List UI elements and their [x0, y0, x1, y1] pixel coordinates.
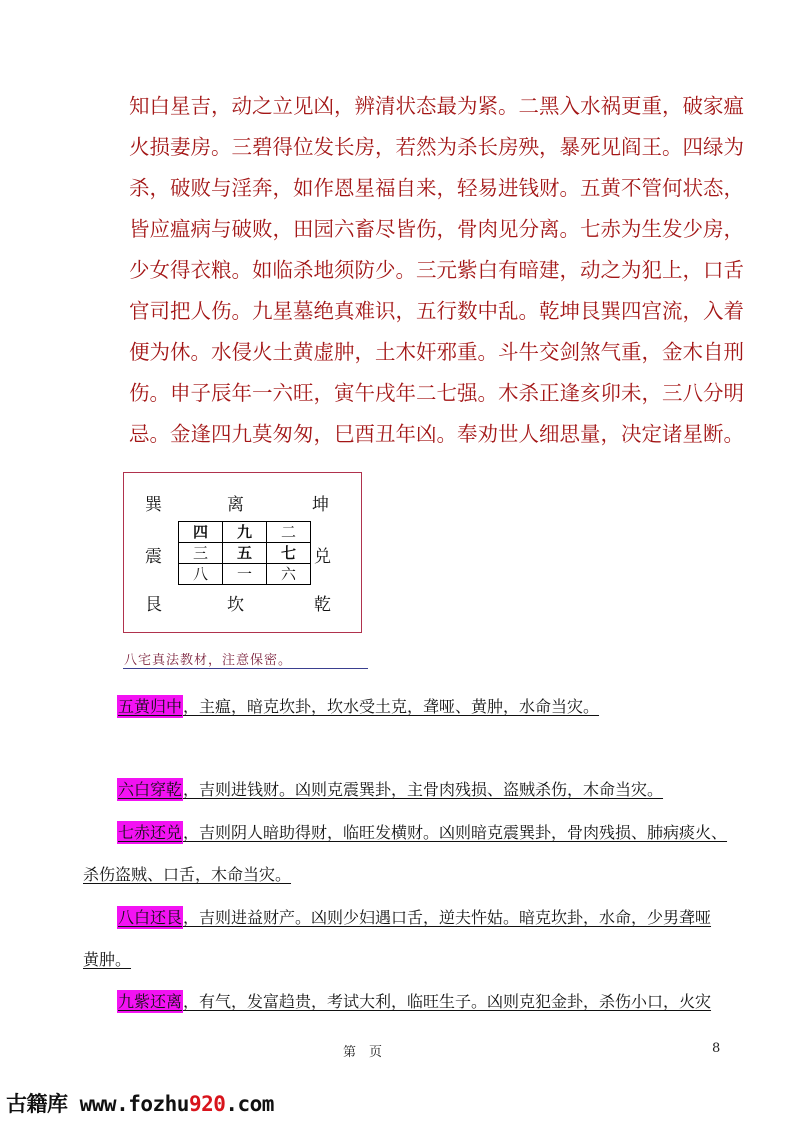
- star-cell: 五: [223, 543, 267, 564]
- star-cell: 六: [267, 564, 311, 585]
- highlight-term: 七赤还兑: [118, 823, 183, 842]
- gua-kan: 坎: [227, 595, 244, 615]
- diagram-caption: 八宅真法教材，注意保密。: [124, 653, 293, 668]
- gua-qian: 乾: [314, 595, 331, 615]
- paragraph-babai: [117, 908, 711, 928]
- poem-line: 少女得衣粮。如临杀地须防少。三元紫白有暗建，动之为犯上，口舌: [129, 258, 744, 282]
- watermark-suffix: .com: [225, 1092, 274, 1116]
- star-cell: 九: [223, 522, 267, 543]
- page-number: 8: [712, 1041, 721, 1056]
- star-grid: [178, 521, 311, 585]
- nine-palace-diagram: [123, 472, 362, 633]
- paragraph-qichi-cont: [83, 865, 291, 885]
- highlight-term: 六白穿乾: [118, 780, 183, 799]
- poem-line: 忌。金逢四九莫匆匆，巳酉丑年凶。奉劝世人细思量，决定诸星断。: [129, 422, 744, 446]
- gua-zhen: 震: [145, 547, 162, 567]
- star-cell: 一: [223, 564, 267, 585]
- star-grid-row: [179, 543, 311, 564]
- caption-divider: [123, 668, 368, 669]
- gua-kun: 坤: [312, 495, 329, 515]
- paragraph-text: ，有气，发富趋贵，考试大利，临旺生子。凶则克犯金卦，杀伤小口，火灾: [183, 992, 712, 1011]
- gua-xun: 巽: [145, 495, 162, 515]
- star-cell: 二: [267, 522, 311, 543]
- highlight-term: 五黄归中: [118, 697, 183, 716]
- gua-li: 离: [227, 495, 244, 515]
- paragraph-text: 黄肿。: [83, 950, 132, 969]
- poem-line: 便为休。水侵火土黄虚肿，土木奸邪重。斗牛交剑煞气重，金木自刑: [129, 340, 744, 364]
- paragraph-jiuzi: [117, 992, 711, 1012]
- paragraph-babai-cont: [83, 950, 131, 970]
- poem-line: 皆应瘟病与破败，田园六畜尽皆伤，骨肉见分离。七赤为生发少房，: [129, 217, 744, 241]
- star-cell: 八: [179, 564, 223, 585]
- watermark-prefix: 古籍库 www.fozhu: [6, 1092, 189, 1116]
- paragraph-text: ，吉则进益财产。凶则少妇遇口舌，逆夫忤姑。暗克坎卦，水命，少男聋哑: [183, 908, 712, 927]
- poem-line: 知白星吉，动之立见凶，辨清状态最为紧。二黑入水祸更重，破家瘟: [129, 94, 744, 118]
- highlight-term: 九紫还离: [118, 992, 183, 1011]
- paragraph-wuhuang: [117, 697, 599, 717]
- paragraph-text: ，吉则进钱财。凶则克震巽卦，主骨肉残损、盗贼杀伤，木命当灾。: [183, 780, 664, 799]
- poem-line: 杀，破败与淫奔，如作恩星福自来，轻易进钱财。五黄不管何状态，: [129, 176, 744, 200]
- site-watermark: [6, 1088, 274, 1118]
- highlight-term: 八白还艮: [118, 908, 183, 927]
- paragraph-qichi: [117, 823, 727, 843]
- gua-gen: 艮: [145, 595, 162, 615]
- poem-line: 火损妻房。三碧得位发长房，若然为杀长房殃，暴死见阎王。四绿为: [129, 135, 744, 159]
- paragraph-text: ，主瘟，暗克坎卦，坎水受土克，聋哑、黄肿，水命当灾。: [183, 697, 600, 716]
- poem-line: 伤。申子辰年一六旺，寅午戌年二七强。木杀正逢亥卯未，三八分明: [129, 381, 744, 405]
- star-grid-row: [179, 564, 311, 585]
- star-cell: 四: [179, 522, 223, 543]
- paragraph-text: 杀伤盗贼、口舌，木命当灾。: [83, 865, 292, 884]
- star-grid-row: [179, 522, 311, 543]
- watermark-number: 920: [188, 1092, 226, 1116]
- star-cell: 三: [179, 543, 223, 564]
- poem-text-block: [129, 86, 744, 455]
- paragraph-liubai: [117, 780, 663, 800]
- page-label: 第 页: [343, 1045, 383, 1060]
- gua-dui: 兑: [314, 547, 331, 567]
- paragraph-text: ，吉则阴人暗助得财，临旺发横财。凶则暗克震巽卦，骨肉残损、肺病痰火、: [183, 823, 728, 842]
- poem-line: 官司把人伤。九星墓绝真难识，五行数中乱。乾坤艮巽四宫流，入着: [129, 299, 744, 323]
- star-cell: 七: [267, 543, 311, 564]
